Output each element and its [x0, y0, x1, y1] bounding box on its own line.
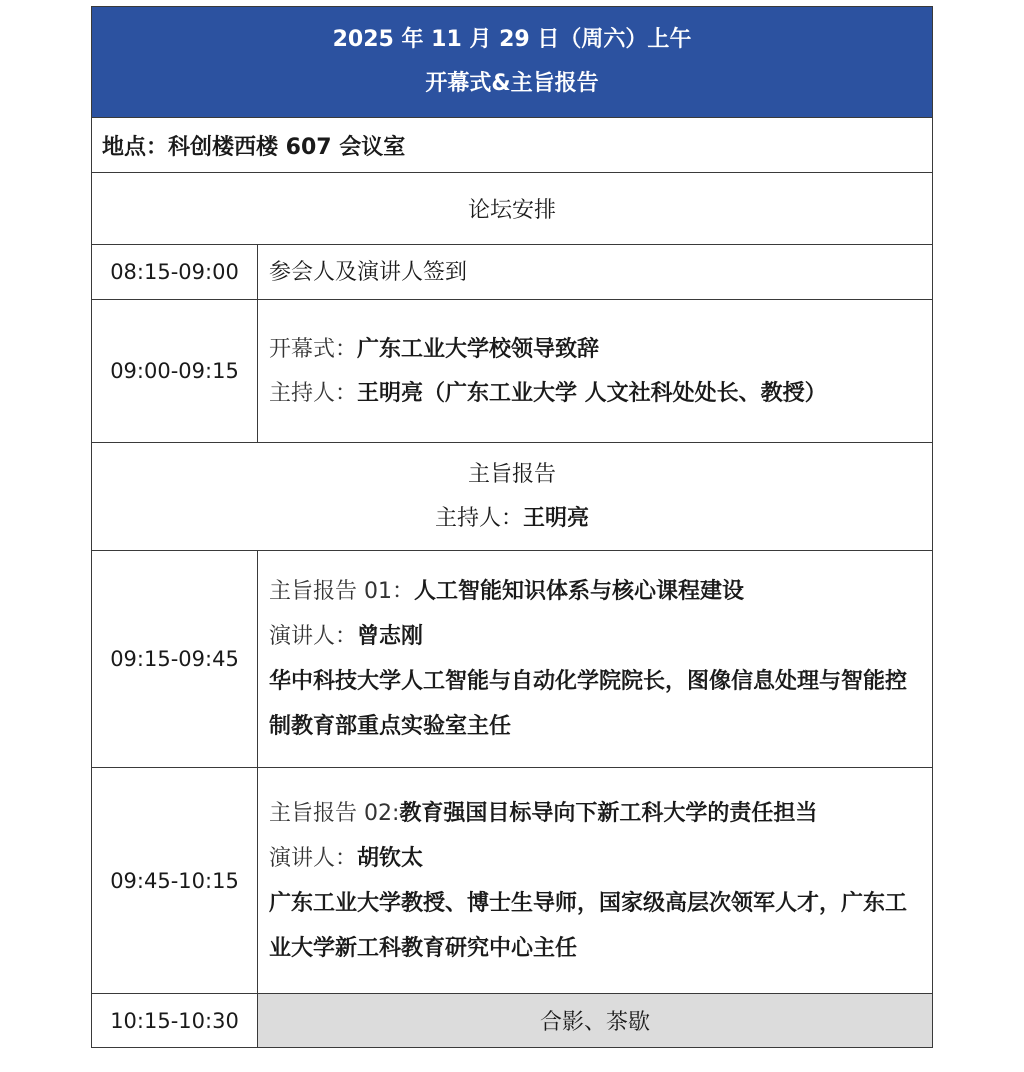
keynote1-topic: 人工智能知识体系与核心课程建设 — [414, 579, 745, 604]
speaker-label: 演讲人： — [269, 845, 358, 871]
time-cell: 09:00-09:15 — [92, 300, 258, 443]
host-label: 主持人： — [269, 380, 358, 406]
table-row — [92, 994, 933, 1048]
speaker-bio: 广东工业大学教授、博士生导师，国家级高层次领军人才，广东工业大学新工科教育研究中心主任 — [269, 890, 908, 961]
time-cell: 10:15-10:30 — [92, 994, 258, 1048]
table-row — [92, 551, 933, 768]
schedule-table — [91, 6, 933, 1048]
section-title: 论坛安排 — [92, 173, 933, 245]
table-row — [92, 443, 933, 551]
time-cell: 09:15-09:45 — [92, 551, 258, 768]
time-cell: 08:15-09:00 — [92, 245, 258, 300]
keynote-title: 主旨报告 — [468, 461, 557, 487]
host-value: 王明亮（广东工业大学 人文社科处处长、教授） — [357, 380, 827, 406]
speaker-bio: 华中科技大学人工智能与自动化学院院长，图像信息处理与智能控制教育部重点实验室主任 — [269, 669, 908, 739]
time-cell: 09:45-10:15 — [92, 768, 258, 994]
opening-value: 广东工业大学校领导致辞 — [357, 336, 600, 362]
table-row — [92, 245, 933, 300]
date-line: 2025 年 11 月 29 日（周六）上午 — [332, 27, 692, 52]
keynote-header — [92, 443, 933, 551]
keynote1-desc — [258, 551, 933, 768]
signin-text: 参会人及演讲人签到 — [258, 245, 933, 300]
opening-label: 开幕式： — [269, 336, 358, 362]
schedule-sheet — [91, 6, 932, 1048]
keynote2-desc — [258, 768, 933, 994]
keynote2-topic: 教育强国目标导向下新工科大学的责任担当 — [399, 800, 818, 826]
keynote-host-label: 主持人： — [434, 505, 523, 531]
keynote2-label: 主旨报告 02: — [269, 800, 400, 826]
photo-break-cell: 合影、茶歇 — [258, 994, 933, 1048]
table-row — [92, 768, 933, 994]
event-title: 开幕式&主旨报告 — [425, 71, 599, 96]
keynote1-label: 主旨报告 01： — [269, 579, 414, 604]
speaker-name: 曾志刚 — [357, 624, 424, 649]
keynote-host-value: 王明亮 — [523, 505, 590, 531]
opening-desc — [258, 300, 933, 443]
table-row — [92, 300, 933, 443]
speaker-name: 胡钦太 — [357, 845, 424, 871]
speaker-label: 演讲人： — [269, 624, 358, 649]
location-line: 地点：科创楼西楼 607 会议室 — [92, 118, 933, 173]
header-banner — [92, 7, 933, 118]
